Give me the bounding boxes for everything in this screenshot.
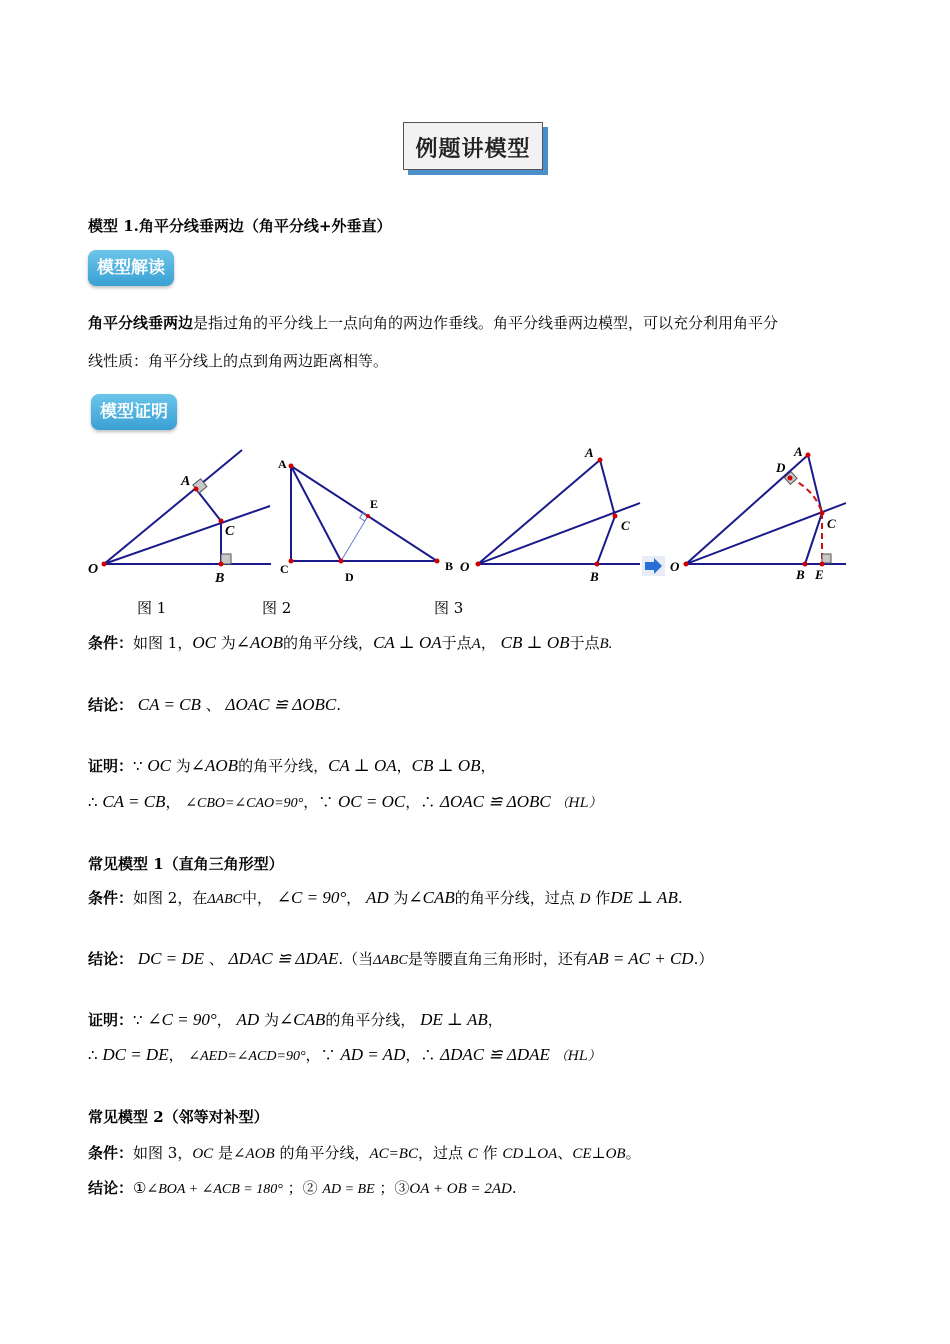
fig2-label-D: D	[345, 570, 354, 584]
fig3-label-C: C	[621, 518, 630, 533]
text: 的角平分线，	[279, 1144, 370, 1162]
fig2-label-C: C	[280, 562, 289, 576]
fig1-label-O: O	[88, 562, 99, 577]
math: DE ⊥ AB	[610, 888, 678, 907]
math: OC	[192, 633, 216, 652]
text: ，	[487, 1011, 503, 1029]
text: 作	[482, 1144, 498, 1162]
math: ΔOAC ≌ ΔOBC	[225, 695, 337, 714]
concl1-line	[88, 694, 341, 715]
cond-label: 条件：	[88, 634, 134, 652]
text: 、	[557, 1144, 573, 1162]
math: ΔABC	[373, 953, 408, 968]
tag-model-proof: 模型证明	[91, 394, 177, 430]
fig1-label-A: A	[181, 474, 191, 489]
text: 的角平分线，	[238, 757, 329, 775]
common2-concl	[88, 1177, 517, 1198]
text: ，	[165, 793, 181, 811]
math: DC = DE	[137, 949, 205, 968]
text: .（当	[338, 950, 374, 968]
math: C	[467, 1146, 478, 1162]
text: 于点	[441, 634, 472, 652]
cond1-line	[88, 632, 612, 653]
fig3-label-A: A	[585, 445, 594, 460]
common1-concl	[88, 948, 713, 969]
math: CA = CB	[102, 792, 166, 811]
explain-bold: 角平分线垂两边	[88, 314, 194, 332]
text: ①	[133, 1179, 147, 1197]
math: ΔDAC ≌ ΔDAE	[228, 949, 339, 968]
math: CD⊥OA	[502, 1146, 558, 1162]
text: 为	[220, 634, 236, 652]
fig3-label-B: B	[590, 569, 599, 584]
math: ∠CAB	[408, 888, 455, 907]
text: 。	[625, 1144, 641, 1162]
text: ，	[396, 757, 412, 775]
text: 、	[205, 696, 221, 714]
math: CA = CB	[137, 695, 201, 714]
math: ∠AOB	[232, 1146, 275, 1162]
fig4-label-E: E	[815, 567, 824, 582]
fig2-label-B: B	[445, 559, 454, 573]
fig1-label-C: C	[225, 524, 235, 539]
figure-1-points	[102, 487, 224, 567]
math: ∠BOA + ∠ACB = 180°	[146, 1182, 283, 1197]
figure-1	[104, 450, 271, 564]
figure-3	[478, 460, 640, 564]
common1-proof-line1	[88, 1009, 503, 1030]
math: DC = DE	[102, 1045, 169, 1064]
text: .）	[693, 950, 714, 968]
math: B.	[599, 636, 613, 652]
math: AD	[236, 1010, 260, 1029]
math: ∠CBO=∠CAO=90°	[185, 796, 304, 811]
therefore: ∴	[88, 793, 98, 811]
math: CE⊥OB	[572, 1146, 626, 1162]
caption-fig3: 图 3	[434, 599, 464, 617]
fig4-label-B: B	[796, 567, 805, 582]
text: ，	[303, 793, 319, 811]
math: AB = AC + CD	[587, 949, 694, 968]
math: ΔDAC ≌ ΔDAE	[440, 1045, 550, 1064]
text: （HL）	[554, 1049, 601, 1064]
text: ；③	[379, 1179, 410, 1197]
right-angle-mark	[822, 554, 831, 563]
math: CB ⊥ OB	[500, 633, 570, 652]
section-title: 例题讲模型	[415, 137, 531, 162]
math: ∠C = 90°	[147, 1010, 217, 1029]
text: ，	[405, 793, 421, 811]
math: AD = AD	[340, 1045, 406, 1064]
math: OC	[147, 756, 171, 775]
common2-heading: 常见模型 2（邻等对补型）	[88, 1108, 269, 1126]
proof1-line2	[88, 791, 602, 812]
math: ∠C = 90°	[276, 888, 347, 907]
text: .	[336, 696, 341, 714]
because: ∵	[318, 793, 334, 811]
text: ，过点	[417, 1144, 463, 1162]
math: OC = OC	[338, 792, 406, 811]
math: ∠AOB	[190, 756, 239, 775]
math: ∠AED=∠ACD=90°	[188, 1049, 306, 1064]
text: 如图 3，	[133, 1144, 193, 1162]
model1-heading: 模型 1.角平分线垂两边（角平分线+外垂直）	[88, 217, 392, 235]
math: ΔABC	[207, 892, 242, 907]
concl-label: 结论：	[88, 1179, 134, 1197]
common1-cond	[88, 887, 683, 908]
fig2-label-A: A	[278, 457, 287, 471]
math: ∠CAB	[278, 1010, 326, 1029]
text: （HL）	[555, 796, 602, 811]
caption-fig2: 图 2	[262, 599, 292, 617]
text: ，	[216, 1011, 232, 1029]
math: OC	[192, 1146, 214, 1162]
because: ∵	[320, 1046, 336, 1064]
therefore: ∴	[420, 1046, 436, 1064]
math: AD = BE	[322, 1182, 375, 1197]
proof-label: 证明：	[88, 757, 134, 775]
text: 为	[263, 1011, 279, 1029]
math: OA + OB = 2AD	[409, 1181, 512, 1197]
text: 为	[393, 889, 409, 907]
math: ΔOAC ≌ ΔOBC	[440, 792, 551, 811]
concl-label: 结论：	[88, 696, 134, 714]
text: 作	[595, 889, 611, 907]
text: ，	[346, 889, 362, 907]
text: 中，	[242, 889, 273, 907]
tag-model-explain: 模型解读	[88, 250, 174, 286]
text: 是等腰直角三角形时，还有	[407, 950, 588, 968]
common1-proof-line2	[88, 1044, 601, 1065]
caption-fig1: 图 1	[137, 599, 167, 617]
text: ，	[305, 1046, 321, 1064]
text: .	[677, 889, 683, 907]
text: 如图 1，	[133, 634, 193, 652]
fig2-perpendicular	[341, 516, 368, 561]
explain-line1	[88, 312, 778, 333]
because: ∵	[133, 757, 143, 775]
text: 的角平分线，	[325, 1011, 416, 1029]
math: AC=BC	[369, 1146, 418, 1162]
math: CB ⊥ OB	[411, 756, 481, 775]
explain-rest: 是指过角的平分线上一点向角的两边作垂线。角平分线垂两边模型，可以充分利用角平分	[193, 314, 779, 332]
text: ，	[405, 1046, 421, 1064]
explain-line2: 线性质：角平分线上的点到角两边距离相等。	[88, 352, 389, 370]
math: CA ⊥ OA	[373, 633, 442, 652]
fig4-label-D: D	[776, 460, 786, 475]
text: .	[511, 1179, 517, 1197]
text: 于点	[569, 634, 600, 652]
text: 的角平分线，	[283, 634, 374, 652]
fig4-label-O: O	[670, 559, 680, 574]
figures-svg	[0, 440, 950, 590]
text: ，	[168, 1046, 184, 1064]
math: A	[471, 636, 481, 652]
arrow-right-icon	[642, 556, 665, 576]
math: ∠AOB	[235, 633, 284, 652]
math: AD	[365, 888, 389, 907]
therefore: ∴	[88, 1046, 98, 1064]
text: ，	[480, 757, 496, 775]
text: ；②	[287, 1179, 318, 1197]
therefore: ∴	[420, 793, 436, 811]
figure-4-points	[684, 453, 825, 567]
text: 如图 2，在	[133, 889, 208, 907]
math: CA ⊥ OA	[328, 756, 397, 775]
fig4-label-A: A	[794, 444, 803, 459]
concl-label: 结论：	[88, 950, 134, 968]
cond-label: 条件：	[88, 1144, 134, 1162]
figure-3-points	[476, 458, 618, 567]
math: DE ⊥ AB	[420, 1010, 488, 1029]
text: ，	[480, 634, 496, 652]
text: 的角平分线，过点	[454, 889, 575, 907]
because: ∵	[133, 1011, 143, 1029]
fig3-label-O: O	[460, 559, 470, 574]
proof1-line1	[88, 755, 496, 776]
math: D	[579, 891, 591, 907]
fig1-label-B: B	[215, 571, 225, 586]
text: 、	[208, 950, 224, 968]
fig4-label-C: C	[827, 516, 836, 531]
common2-cond	[88, 1142, 641, 1163]
section-title-box	[403, 122, 543, 170]
text: 为	[175, 757, 191, 775]
fig2-label-E: E	[370, 497, 379, 511]
proof-label: 证明：	[88, 1011, 134, 1029]
cond-label: 条件：	[88, 889, 134, 907]
common1-heading: 常见模型 1（直角三角形型）	[88, 855, 284, 873]
text: 是	[217, 1144, 233, 1162]
